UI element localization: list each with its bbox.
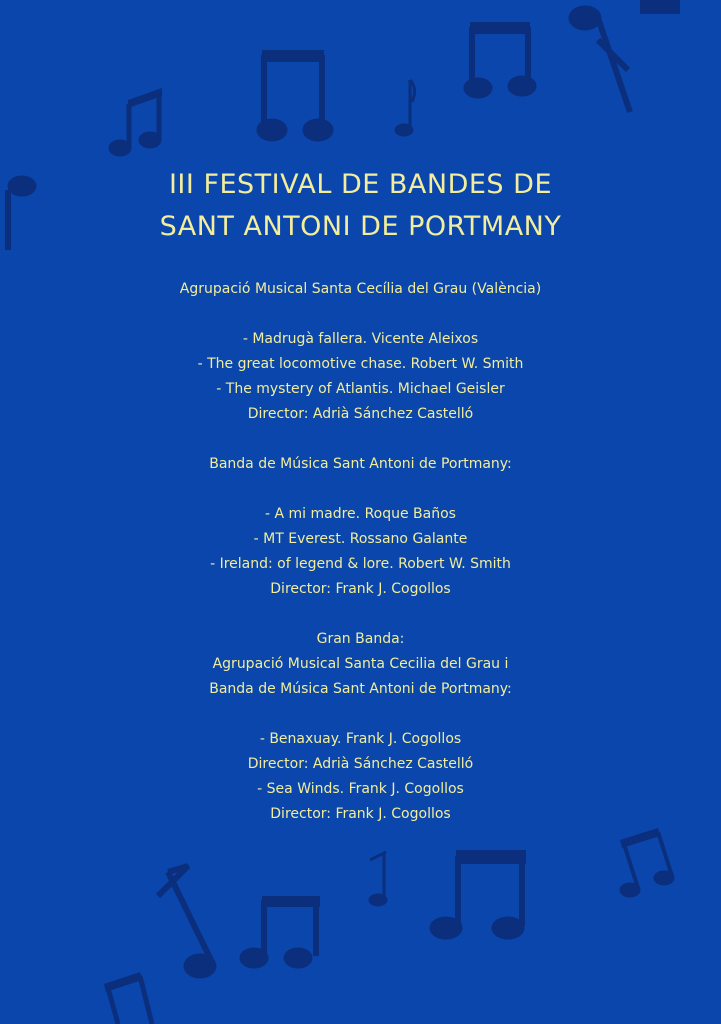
director-line: Director: Adrià Sánchez Castelló	[247, 406, 474, 422]
beamed-notes-icon	[257, 50, 333, 141]
director-line: Director: Adrià Sánchez Castelló	[247, 756, 474, 772]
director-line: Director: Frank J. Cogollos	[270, 806, 451, 822]
beamed-notes-icon	[620, 828, 674, 897]
program-item: - The great locomotive chase. Robert W. Smith	[197, 356, 524, 372]
band-heading: Banda de Música Sant Antoni de Portmany:	[209, 456, 512, 472]
program-item: - Ireland: of legend & lore. Robert W. Smith	[210, 556, 511, 572]
eighth-note-icon	[158, 866, 216, 978]
beamed-notes-icon	[240, 896, 320, 968]
program-item: - Sea Winds. Frank J. Cogollos	[257, 781, 464, 797]
beamed-notes-icon	[104, 972, 152, 1024]
band-heading: Banda de Música Sant Antoni de Portmany:	[209, 681, 512, 697]
beamed-notes-icon	[430, 850, 526, 939]
eighth-note-icon	[395, 80, 415, 136]
title-line-1: III FESTIVAL DE BANDES DE	[168, 169, 553, 200]
director-line: Director: Frank J. Cogollos	[270, 581, 451, 597]
program-list	[0, 277, 721, 827]
program-item: - Benaxuay. Frank J. Cogollos	[259, 731, 462, 747]
eighth-note-icon	[569, 6, 630, 112]
program-item: - MT Everest. Rossano Galante	[253, 531, 468, 547]
beamed-notes-icon	[109, 88, 162, 156]
title-line-2: SANT ANTONI DE PORTMANY	[159, 211, 562, 242]
band-heading: Gran Banda:	[316, 631, 405, 647]
band-heading: Agrupació Musical Santa Cecilia del Grau i	[212, 656, 509, 672]
page-title	[0, 164, 721, 248]
program-item: - A mi madre. Roque Baños	[265, 506, 456, 522]
beamed-notes-icon	[464, 22, 536, 98]
eighth-note-icon	[369, 852, 387, 906]
band-heading: Agrupació Musical Santa Cecília del Grau (València)	[179, 281, 542, 297]
program-item: - Madrugà fallera. Vicente Aleixos	[242, 331, 479, 347]
eighth-note-icon	[640, 0, 680, 14]
program-item: - The mystery of Atlantis. Michael Geisler	[216, 381, 505, 397]
